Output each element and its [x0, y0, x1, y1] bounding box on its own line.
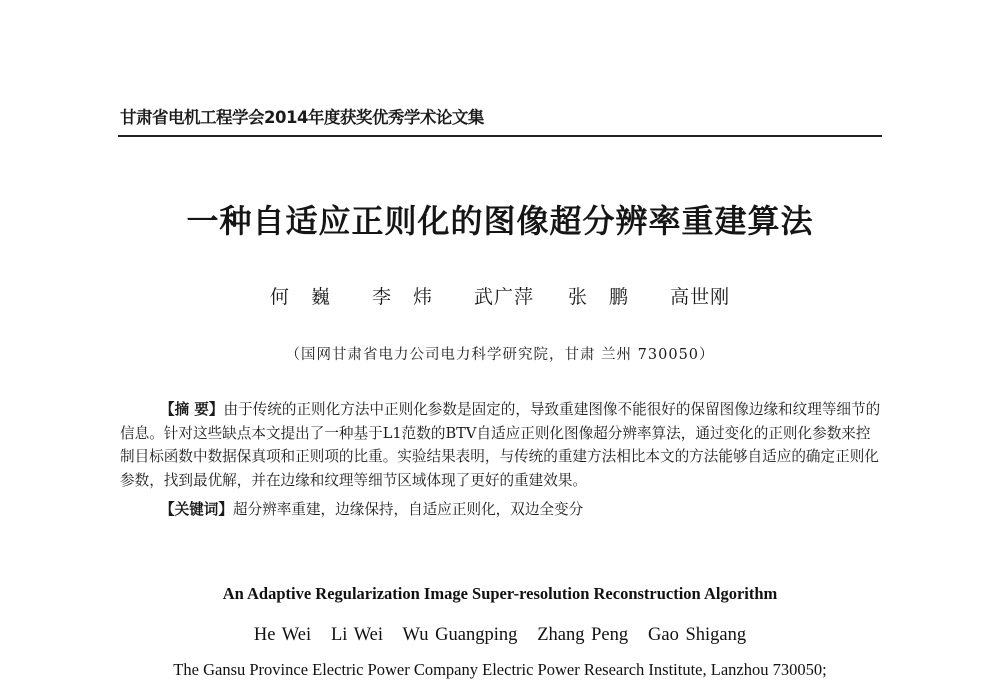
abstract-label: 【摘 要】: [160, 401, 224, 418]
keywords-label: 【关键词】: [160, 501, 233, 518]
keywords-line: [120, 498, 882, 522]
author-cn: 高世刚: [670, 286, 731, 308]
abstract-text: 由于传统的正则化方法中正则化参数是固定的，导致重建图像不能很好的保留图像边缘和纹理等细节的信息。针对这些缺点本文提出了一种基于L1范数的BTV自适应正则化图像超分辨率算法，通过变化的正则化参数来控制目标函数中数据保真项和正则项的比重。实验结果表明，与传统的重建方法相比本文的方法能够自适应的确定正则化参数，找到最优解，并在边缘和纹理等细节区域体现了更好的重建效果。: [120, 401, 881, 489]
running-header: 甘肃省电机工程学会2014年度获奖优秀学术论文集: [120, 108, 484, 127]
affiliation-cn: （国网甘肃省电力公司电力科学研究院，甘肃 兰州 730050）: [285, 347, 715, 363]
abstract-paragraph: [120, 398, 882, 492]
paper-title-en: An Adaptive Regularization Image Super-resolution Reconstruction Algorithm: [222, 584, 778, 603]
author-cn: 张 鹏: [568, 286, 637, 308]
paper-title-cn: 一种自适应正则化的图像超分辨率重建算法: [186, 202, 814, 240]
authors-en: He Wei Li Wei Wu Guangping Zhang Peng Gao Shigang: [253, 625, 747, 645]
keywords-text: 超分辨率重建，边缘保持，自适应正则化，双边全变分: [232, 501, 584, 518]
abstract-block: [120, 398, 882, 522]
authors-cn: [0, 282, 1000, 309]
author-cn: 何 巍: [269, 286, 338, 308]
affiliation-en: The Gansu Province Electric Power Company Electric Power Research Institute, Lanzhou 730050;: [173, 660, 827, 679]
author-cn: 武广萍: [474, 286, 535, 308]
author-cn: 李 炜: [371, 286, 440, 308]
header-rule: [118, 135, 882, 137]
